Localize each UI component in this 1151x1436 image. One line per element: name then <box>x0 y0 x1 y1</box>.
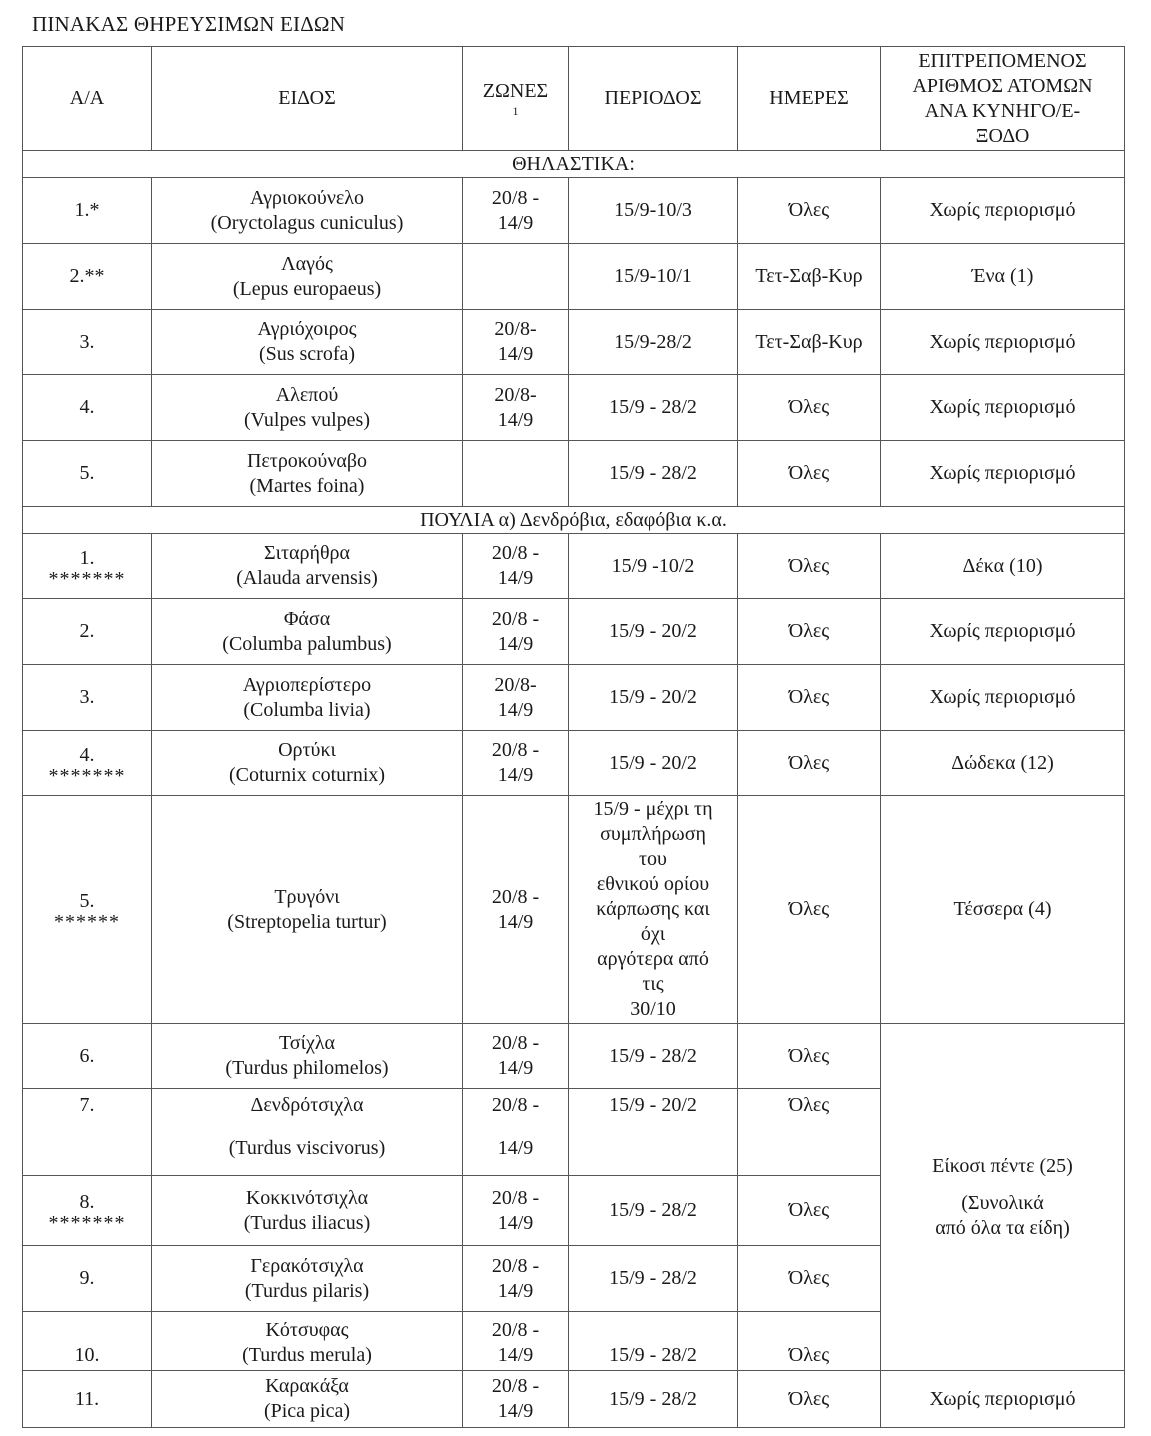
zones-cell <box>463 310 569 375</box>
row-number-text: 4. <box>79 743 95 766</box>
header-allowed-line: ΑΡΙΘΜΟΣ ΑΤΟΜΩΝ <box>912 74 1093 97</box>
header-period: ΠΕΡΙΟΔΟΣ <box>569 47 738 151</box>
period-cell: 15/9 - 28/2 <box>569 1312 738 1371</box>
zones-cell <box>463 178 569 244</box>
days-cell: Όλες <box>738 665 881 731</box>
species-cell <box>152 534 463 599</box>
allowed-cell: Τέσσερα (4) <box>881 796 1125 1024</box>
species-cell <box>152 1024 463 1089</box>
species-name: Καρακάξα <box>265 1375 349 1397</box>
header-species: ΕΙΔΟΣ <box>152 47 463 151</box>
period-line: όχι <box>640 923 666 945</box>
period-line: του <box>639 848 667 870</box>
row-number: 2.** <box>23 244 152 310</box>
row-number: 5. <box>23 441 152 507</box>
table-row <box>23 1371 1125 1428</box>
zones-to: 14/9 <box>497 1211 534 1234</box>
species-cell <box>152 1371 463 1428</box>
species-cell <box>152 1176 463 1246</box>
header-row <box>23 47 1125 151</box>
game-species-table <box>22 46 1125 1428</box>
header-aa: Α/Α <box>23 47 152 151</box>
species-latin: (Turdus iliacus) <box>243 1211 371 1234</box>
period-line: τις <box>642 973 664 995</box>
section-title: ΠΟΥΛΙΑ α) Δενδρόβια, εδαφόβια κ.α. <box>23 507 1125 534</box>
document-title: ΠΙΝΑΚΑΣ ΘΗΡΕΥΣΙΜΩΝ ΕΙΔΩΝ <box>32 12 346 36</box>
allowed-cell: Ένα (1) <box>881 244 1125 310</box>
row-number-text: 5. <box>79 890 95 912</box>
species-latin: (Martes foina) <box>249 474 365 497</box>
allowed-cell: Χωρίς περιορισμό <box>881 1371 1125 1428</box>
allowed-cell: Χωρίς περιορισμό <box>881 375 1125 441</box>
zones-cell <box>463 244 569 310</box>
species-latin: (Pica pica) <box>263 1400 351 1422</box>
species-cell <box>152 178 463 244</box>
footnote-stars: ******* <box>48 1212 126 1234</box>
allowed-cell: Χωρίς περιορισμό <box>881 178 1125 244</box>
species-gap <box>155 1118 459 1136</box>
section-title: ΘΗΛΑΣΤΙΚΑ: <box>23 151 1125 178</box>
days-cell: Όλες <box>738 1312 881 1371</box>
zones-from: 20/8 - <box>491 1094 540 1116</box>
table-row <box>23 796 1125 1024</box>
zones-to: 14/9 <box>497 1057 534 1079</box>
row-number: 1.* <box>23 178 152 244</box>
zones-cell <box>463 599 569 665</box>
days-cell: Όλες <box>738 599 881 665</box>
table-row <box>23 244 1125 310</box>
zones-to: 14/9 <box>497 632 534 655</box>
species-cell <box>152 796 463 1024</box>
species-latin: (Turdus merula) <box>242 1344 372 1366</box>
zones-from: 20/8 - <box>491 607 540 630</box>
days-cell: Όλες <box>738 1024 881 1089</box>
days-cell: Όλες <box>738 1176 881 1246</box>
zones-from: 20/8 - <box>491 1254 540 1277</box>
allowed-cell-merged <box>881 1024 1125 1371</box>
row-number: 3. <box>23 310 152 375</box>
table-row <box>23 665 1125 731</box>
zones-to: 14/9 <box>497 1137 534 1159</box>
days-cell: Όλες <box>738 796 881 1024</box>
allowed-spacer <box>884 1179 1121 1191</box>
header-zones-note: 1 <box>512 104 519 118</box>
species-name: Αγριόχοιρος <box>257 318 357 340</box>
zones-to: 14/9 <box>497 567 534 589</box>
period-cell: 15/9 - 28/2 <box>569 375 738 441</box>
species-cell <box>152 665 463 731</box>
species-name: Κότσυφας <box>265 1319 349 1341</box>
table-row <box>23 441 1125 507</box>
species-name: Τσίχλα <box>278 1032 336 1054</box>
days-cell: Όλες <box>738 441 881 507</box>
zones-from: 20/8 - <box>491 542 540 564</box>
allowed-cell: Δέκα (10) <box>881 534 1125 599</box>
row-number: 10. <box>23 1312 152 1371</box>
zones-cell <box>463 1371 569 1428</box>
zones-to: 14/9 <box>497 1344 534 1366</box>
allowed-cell: Χωρίς περιορισμό <box>881 441 1125 507</box>
header-allowed-line: ΕΠΙΤΡΕΠΟΜΕΝΟΣ <box>918 49 1087 72</box>
species-name: Τρυγόνι <box>274 885 340 908</box>
zones-cell <box>463 1024 569 1089</box>
header-zones <box>463 47 569 151</box>
species-latin: (Alauda arvensis) <box>236 567 378 589</box>
zones-gap <box>466 1118 565 1136</box>
species-latin: (Turdus viscivorus) <box>228 1137 386 1159</box>
zones-cell <box>463 375 569 441</box>
header-allowed-line: ΑΝΑ ΚΥΝΗΓΟ/Ε- <box>924 99 1081 122</box>
days-cell: Όλες <box>738 1089 881 1176</box>
species-latin: (Turdus philomelos) <box>225 1057 389 1079</box>
species-name: Πετροκούναβο <box>246 449 368 472</box>
table-row <box>23 375 1125 441</box>
period-cell: 15/9 - 20/2 <box>569 599 738 665</box>
days-cell: Όλες <box>738 534 881 599</box>
species-name: Αγριοπερίστερο <box>242 673 372 696</box>
days-cell: Τετ-Σαβ-Κυρ <box>738 310 881 375</box>
period-line: 15/9 - μέχρι τη <box>593 798 713 820</box>
days-cell: Όλες <box>738 1246 881 1312</box>
zones-to: 14/9 <box>497 764 534 786</box>
period-cell: 15/9 - 28/2 <box>569 1176 738 1246</box>
table-row <box>23 310 1125 375</box>
species-cell <box>152 441 463 507</box>
period-cell: 15/9 -10/2 <box>569 534 738 599</box>
allowed-cell: Χωρίς περιορισμό <box>881 599 1125 665</box>
allowed-cell: Δώδεκα (12) <box>881 731 1125 796</box>
period-line: αργότερα από <box>597 948 709 970</box>
section-row-birds <box>23 507 1125 534</box>
footnote-stars: ******* <box>48 567 126 590</box>
row-number: 9. <box>23 1246 152 1312</box>
zones-from: 20/8 - <box>491 1186 540 1209</box>
zones-to: 14/9 <box>497 910 534 933</box>
allowed-cell: Χωρίς περιορισμό <box>881 665 1125 731</box>
period-cell: 15/9 - 28/2 <box>569 441 738 507</box>
row-number <box>23 1176 152 1246</box>
table-row <box>23 599 1125 665</box>
zones-cell <box>463 1312 569 1371</box>
species-latin: (Lepus europaeus) <box>232 277 382 300</box>
period-cell: 15/9 - 28/2 <box>569 1371 738 1428</box>
zones-from: 20/8 - <box>491 186 540 209</box>
header-allowed-line: ΞΟΔΟ <box>975 124 1030 147</box>
zones-to: 14/9 <box>497 408 534 431</box>
period-line: εθνικού ορίου <box>596 873 710 895</box>
table-row <box>23 178 1125 244</box>
zones-to: 14/9 <box>497 211 534 234</box>
species-cell <box>152 599 463 665</box>
row-number: 11. <box>23 1371 152 1428</box>
header-allowed <box>881 47 1125 151</box>
species-cell <box>152 1089 463 1176</box>
period-cell: 15/9-10/1 <box>569 244 738 310</box>
zones-to: 14/9 <box>497 1400 534 1422</box>
row-number <box>23 731 152 796</box>
zones-cell <box>463 665 569 731</box>
row-number: 7. <box>23 1089 152 1176</box>
zones-from: 20/8 - <box>491 885 540 908</box>
period-cell: 15/9 - 28/2 <box>569 1246 738 1312</box>
period-cell: 15/9 - 20/2 <box>569 665 738 731</box>
table-row <box>23 731 1125 796</box>
zones-from: 20/8 - <box>491 739 540 761</box>
zones-cell <box>463 731 569 796</box>
period-line: συμπλήρωση <box>600 823 706 845</box>
days-cell: Όλες <box>738 731 881 796</box>
species-name: Κοκκινότσιχλα <box>245 1186 369 1209</box>
zones-cell <box>463 1246 569 1312</box>
species-name: Σιταρήθρα <box>263 542 350 564</box>
row-number: 3. <box>23 665 152 731</box>
species-name: Φάσα <box>283 607 331 630</box>
species-latin: (Vulpes vulpes) <box>244 408 370 431</box>
species-latin: (Columba palumbus) <box>222 632 392 655</box>
allowed-total: Είκοσι πέντε (25) <box>932 1154 1073 1177</box>
period-line: 30/10 <box>630 998 676 1020</box>
zones-from: 20/8- <box>494 673 537 696</box>
days-cell: Τετ-Σαβ-Κυρ <box>738 244 881 310</box>
zones-cell <box>463 796 569 1024</box>
zones-to: 14/9 <box>497 343 534 365</box>
zones-from: 20/8 - <box>491 1032 540 1054</box>
row-number <box>23 796 152 1024</box>
species-cell <box>152 1246 463 1312</box>
zones-to: 14/9 <box>497 698 534 721</box>
days-cell: Όλες <box>738 1371 881 1428</box>
row-number: 6. <box>23 1024 152 1089</box>
header-days: ΗΜΕΡΕΣ <box>738 47 881 151</box>
species-cell <box>152 310 463 375</box>
allowed-note: από όλα τα είδη) <box>935 1216 1070 1239</box>
species-cell <box>152 1312 463 1371</box>
zones-cell <box>463 1176 569 1246</box>
zones-cell <box>463 1089 569 1176</box>
zones-cell <box>463 534 569 599</box>
species-cell <box>152 244 463 310</box>
species-latin: (Sus scrofa) <box>258 343 356 365</box>
allowed-cell: Χωρίς περιορισμό <box>881 310 1125 375</box>
days-cell: Όλες <box>738 375 881 441</box>
species-cell <box>152 375 463 441</box>
footnote-stars: ****** <box>54 911 120 933</box>
species-latin: (Coturnix coturnix) <box>228 764 386 786</box>
species-name: Αγριοκούνελο <box>250 186 364 209</box>
section-row-mammals <box>23 151 1125 178</box>
allowed-note: (Συνολικά <box>961 1191 1044 1214</box>
period-cell: 15/9 - 28/2 <box>569 1024 738 1089</box>
period-cell: 15/9 - 20/2 <box>569 731 738 796</box>
table-row <box>23 534 1125 599</box>
zones-to: 14/9 <box>497 1279 534 1302</box>
table-row <box>23 1024 1125 1089</box>
species-name: Λαγός <box>281 252 333 275</box>
row-number-text: 1. <box>79 546 95 569</box>
row-number-text: 8. <box>79 1191 95 1213</box>
zones-cell <box>463 441 569 507</box>
period-cell: 15/9-28/2 <box>569 310 738 375</box>
period-cell: 15/9 - 20/2 <box>569 1089 738 1176</box>
header-zones-label: ΖΩΝΕΣ <box>482 80 549 102</box>
row-number <box>23 534 152 599</box>
species-latin: (Streptopelia turtur) <box>227 910 387 933</box>
species-cell <box>152 731 463 796</box>
species-name: Γερακότσιχλα <box>250 1254 364 1277</box>
zones-from: 20/8 - <box>491 1319 540 1341</box>
zones-from: 20/8 - <box>491 1375 540 1397</box>
footnote-stars: ******* <box>48 764 126 787</box>
period-cell <box>569 796 738 1024</box>
species-name: Αλεπού <box>275 383 339 406</box>
zones-from: 20/8- <box>494 383 537 406</box>
species-name: Δενδρότσιχλα <box>250 1094 364 1116</box>
days-cell: Όλες <box>738 178 881 244</box>
species-name: Ορτύκι <box>278 739 336 761</box>
row-number: 4. <box>23 375 152 441</box>
period-cell: 15/9-10/3 <box>569 178 738 244</box>
species-latin: (Columba livia) <box>243 698 371 721</box>
period-line: κάρπωσης και <box>596 898 710 920</box>
species-latin: (Turdus pilaris) <box>244 1279 370 1302</box>
species-latin: (Oryctolagus cuniculus) <box>210 211 404 234</box>
row-number: 2. <box>23 599 152 665</box>
zones-from: 20/8- <box>494 318 537 340</box>
